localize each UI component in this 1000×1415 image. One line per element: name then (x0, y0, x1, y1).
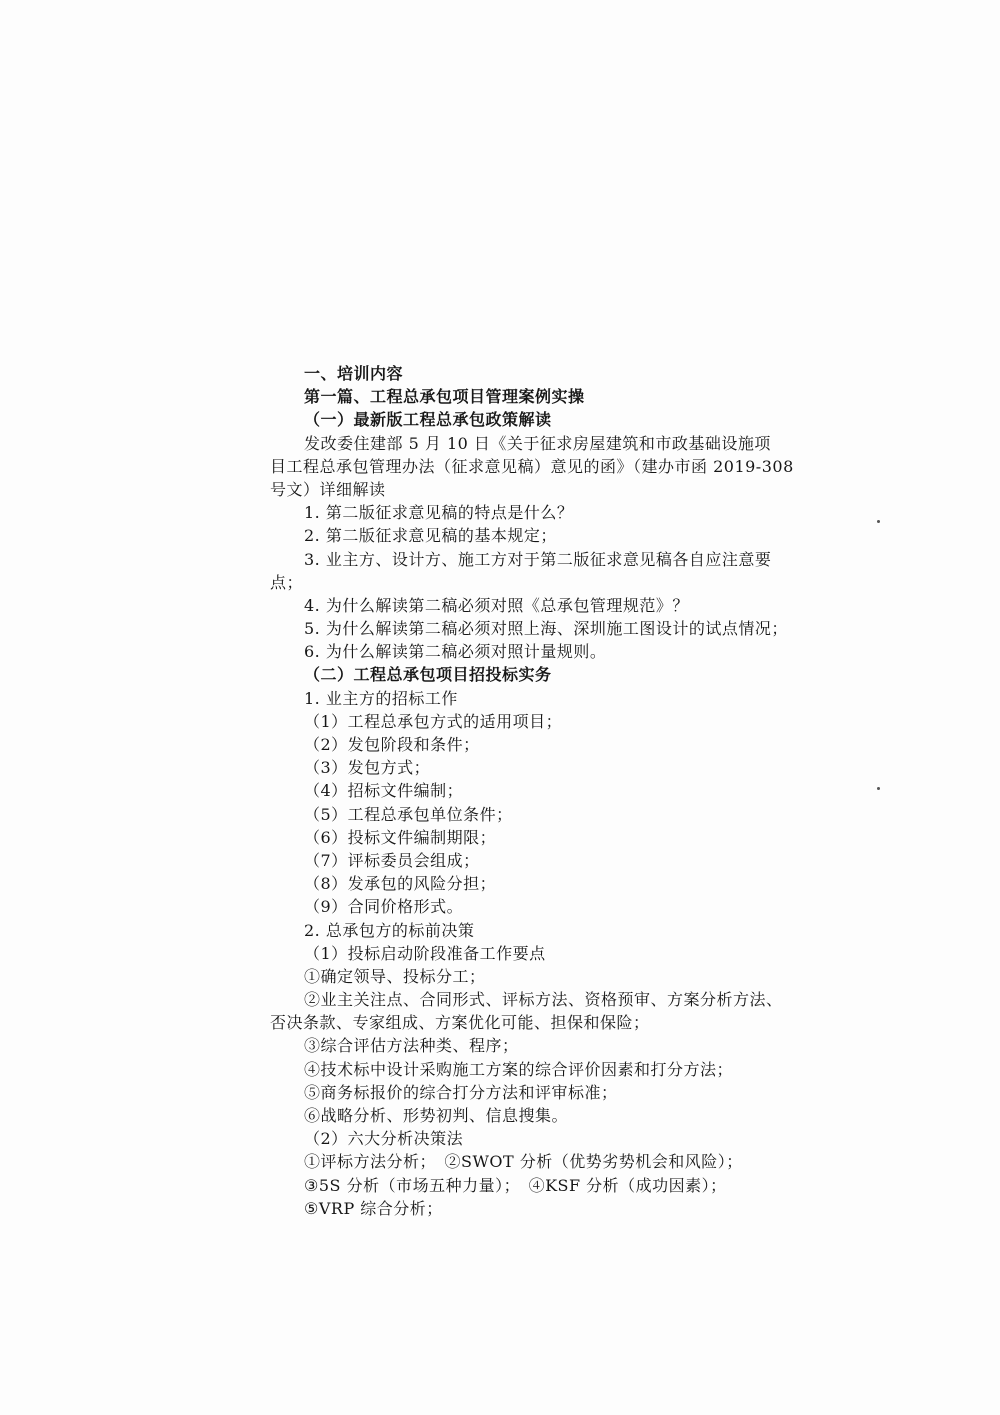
text-line: （5）工程总承包单位条件； (304, 804, 513, 824)
text-line: 目工程总承包管理办法（征求意见稿）意见的函》（建办市函 2019-308 (270, 456, 794, 476)
text-line: ⑥战略分析、形势初判、信息搜集。 (304, 1106, 569, 1125)
text-line: ③综合评估方法种类、程序； (304, 1036, 519, 1056)
text-line: 2. 第二版征求意见稿的基本规定； (304, 526, 557, 546)
text-line: 4. 为什么解读第二稿必须对照《总承包管理规范》？ (304, 595, 689, 615)
text-line: 点； (270, 572, 304, 592)
text-line: 3. 业主方、设计方、施工方对于第二版征求意见稿各自应注意要 (304, 549, 772, 569)
text-line: 1. 业主方的招标工作 (304, 688, 458, 708)
text-line: ⑤商务标报价的综合打分方法和评审标准； (304, 1082, 618, 1102)
text-line: ④技术标中设计采购施工方案的综合评价因素和打分方法； (304, 1059, 734, 1079)
scan-speck (877, 520, 880, 523)
text-line: 1. 第二版征求意见稿的特点是什么？ (304, 503, 574, 523)
text-line: ③5S 分析（市场五种力量）； ④KSF 分析（成功因素）； (304, 1175, 727, 1195)
text-line: ①确定领导、投标分工； (304, 966, 486, 986)
text-line: （2）发包阶段和条件； (304, 735, 480, 754)
text-line: ①评标方法分析； ②SWOT 分析（优势劣势机会和风险）； (304, 1152, 743, 1172)
text-line: 2. 总承包方的标前决策 (304, 920, 475, 940)
text-line: 一、培训内容 (304, 364, 404, 383)
text-line: （1）工程总承包方式的适用项目； (304, 711, 563, 731)
text-line: 发改委住建部 5 月 10 日《关于征求房屋建筑和市政基础设施项 (304, 433, 771, 453)
text-line: 号文）详细解读 (270, 479, 386, 499)
text-line: （8）发承包的风险分担； (304, 874, 497, 894)
text-line: 否决条款、专家组成、方案优化可能、担保和保险； (270, 1013, 650, 1033)
text-line: 6. 为什么解读第二稿必须对照计量规则。 (304, 642, 607, 662)
text-line: ②业主关注点、合同形式、评标方法、资格预审、方案分析方法、 (304, 990, 783, 1010)
text-line: （3）发包方式； (304, 758, 431, 778)
text-line: （4）招标文件编制； (304, 781, 464, 801)
text-line: （6）投标文件编制期限； (304, 827, 497, 847)
text-line: （7）评标委员会组成； (304, 850, 480, 870)
text-line: 第一篇、工程总承包项目管理案例实操 (304, 387, 585, 407)
text-line: （1）投标启动阶段准备工作要点 (304, 943, 546, 963)
text-line: （一）最新版工程总承包政策解读 (304, 410, 552, 430)
text-line: （二）工程总承包项目招投标实务 (304, 665, 552, 685)
text-line: 5. 为什么解读第二稿必须对照上海、深圳施工图设计的试点情况； (304, 619, 788, 639)
text-line: （2）六大分析决策法 (304, 1129, 464, 1149)
scan-speck (877, 787, 880, 790)
text-line: （9）合同价格形式。 (304, 897, 464, 917)
document-body (270, 362, 810, 1220)
text-line: ⑤VRP 综合分析； (304, 1198, 443, 1218)
